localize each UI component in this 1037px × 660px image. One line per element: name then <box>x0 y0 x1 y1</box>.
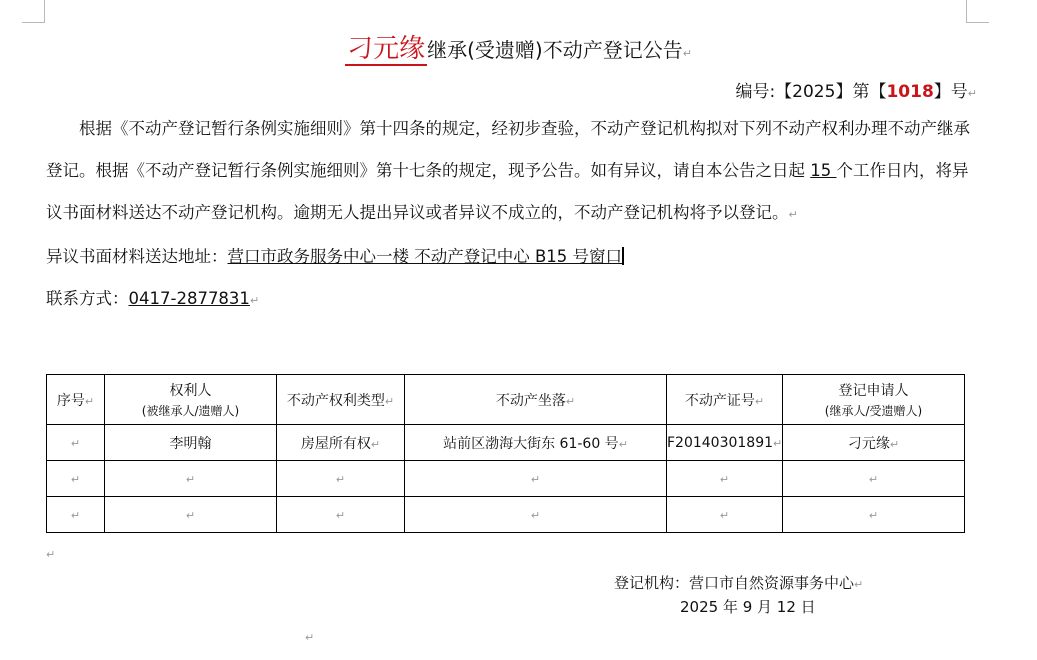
doc-number-value: 1018 <box>886 82 934 102</box>
table-row <box>47 497 965 533</box>
cell-applicant[interactable]: ↵ <box>783 461 965 497</box>
contact-line <box>46 278 970 322</box>
cell-holder[interactable]: ↵ <box>105 497 277 533</box>
paragraph-mark: ↵ <box>967 87 977 100</box>
registration-table <box>46 374 965 533</box>
address-value: 营口市政务服务中心一楼 不动产登记中心 B15 号窗口 <box>227 247 623 266</box>
address-line <box>46 236 970 278</box>
cell-cert[interactable]: F20140301891↵ <box>667 425 783 461</box>
cell-holder[interactable]: ↵ <box>105 461 277 497</box>
cell-location[interactable]: ↵ <box>405 461 667 497</box>
footer-date: 2025 年 9 月 12 日 <box>680 598 816 616</box>
header-holder: 权利人 (被继承人/遗赠人) <box>105 375 277 425</box>
cell-location[interactable]: ↵ <box>405 497 667 533</box>
page-corner-mark-left <box>22 0 45 23</box>
header-location: 不动产坐落↵ <box>405 375 667 425</box>
document-number <box>735 77 977 102</box>
body-paragraph <box>46 108 970 236</box>
notice-body <box>46 108 970 322</box>
cell-right-type[interactable]: ↵ <box>277 461 405 497</box>
address-label: 异议书面材料送达地址： <box>46 247 228 266</box>
notice-title <box>0 28 1037 65</box>
title-text: 继承(受遗赠)不动产登记公告 <box>427 38 683 62</box>
cell-right-type[interactable]: ↵ <box>277 497 405 533</box>
days-value: 15 <box>810 161 837 180</box>
cell-seq[interactable]: ↵ <box>47 497 105 533</box>
paragraph-mark: ↵ <box>788 208 798 221</box>
contact-value: 0417-2877831 <box>128 289 250 308</box>
paragraph-mark: ↵ <box>305 631 315 644</box>
cell-applicant[interactable]: ↵ <box>783 497 965 533</box>
table-header-row <box>47 375 965 425</box>
body-text-end: 个工作日内，将异议书面材料送达不动产登记机构。逾期无人提出异议或者异议不成立的，不动产登记机构将予以登记。 <box>46 161 969 222</box>
paragraph-mark: ↵ <box>682 47 692 60</box>
cell-location[interactable]: 站前区渤海大街东 61-60 号↵ <box>405 425 667 461</box>
table-row <box>47 461 965 497</box>
cell-seq[interactable]: ↵ <box>47 461 105 497</box>
text-cursor <box>622 247 624 265</box>
cell-holder[interactable]: 李明翰 <box>105 425 277 461</box>
page-corner-mark-right <box>966 0 989 23</box>
paragraph-mark: ↵ <box>46 548 56 561</box>
table-row <box>47 425 965 461</box>
cell-seq[interactable]: ↵ <box>47 425 105 461</box>
cell-cert[interactable]: ↵ <box>667 497 783 533</box>
doc-number-suffix: 】号 <box>933 82 968 102</box>
header-applicant: 登记申请人 (继承人/受遗赠人) <box>783 375 965 425</box>
header-seq: 序号↵ <box>47 375 105 425</box>
footer-agency: 登记机构：营口市自然资源事务中心↵ <box>614 574 864 592</box>
title-person-name: 刁元缘 <box>347 34 426 64</box>
paragraph-mark: ↵ <box>249 294 260 307</box>
cell-cert[interactable]: ↵ <box>667 461 783 497</box>
header-cert: 不动产证号↵ <box>667 375 783 425</box>
cell-applicant[interactable]: 刁元缘↵ <box>783 425 965 461</box>
doc-number-prefix: 编号:【2025】第【 <box>735 82 887 102</box>
cell-right-type[interactable]: 房屋所有权↵ <box>277 425 405 461</box>
body-text: 根据《不动产登记暂行条例实施细则》第十四条的规定，经初步查验，不动产登记机构拟对下列不动产权利办理不动产继承登记。根据《不动产登记暂行条例实施细则》第十七条的规定，现予公告。如有异议，请自本公告之日起 <box>46 119 970 180</box>
header-right-type: 不动产权利类型↵ <box>277 375 405 425</box>
contact-label: 联系方式： <box>46 289 129 308</box>
